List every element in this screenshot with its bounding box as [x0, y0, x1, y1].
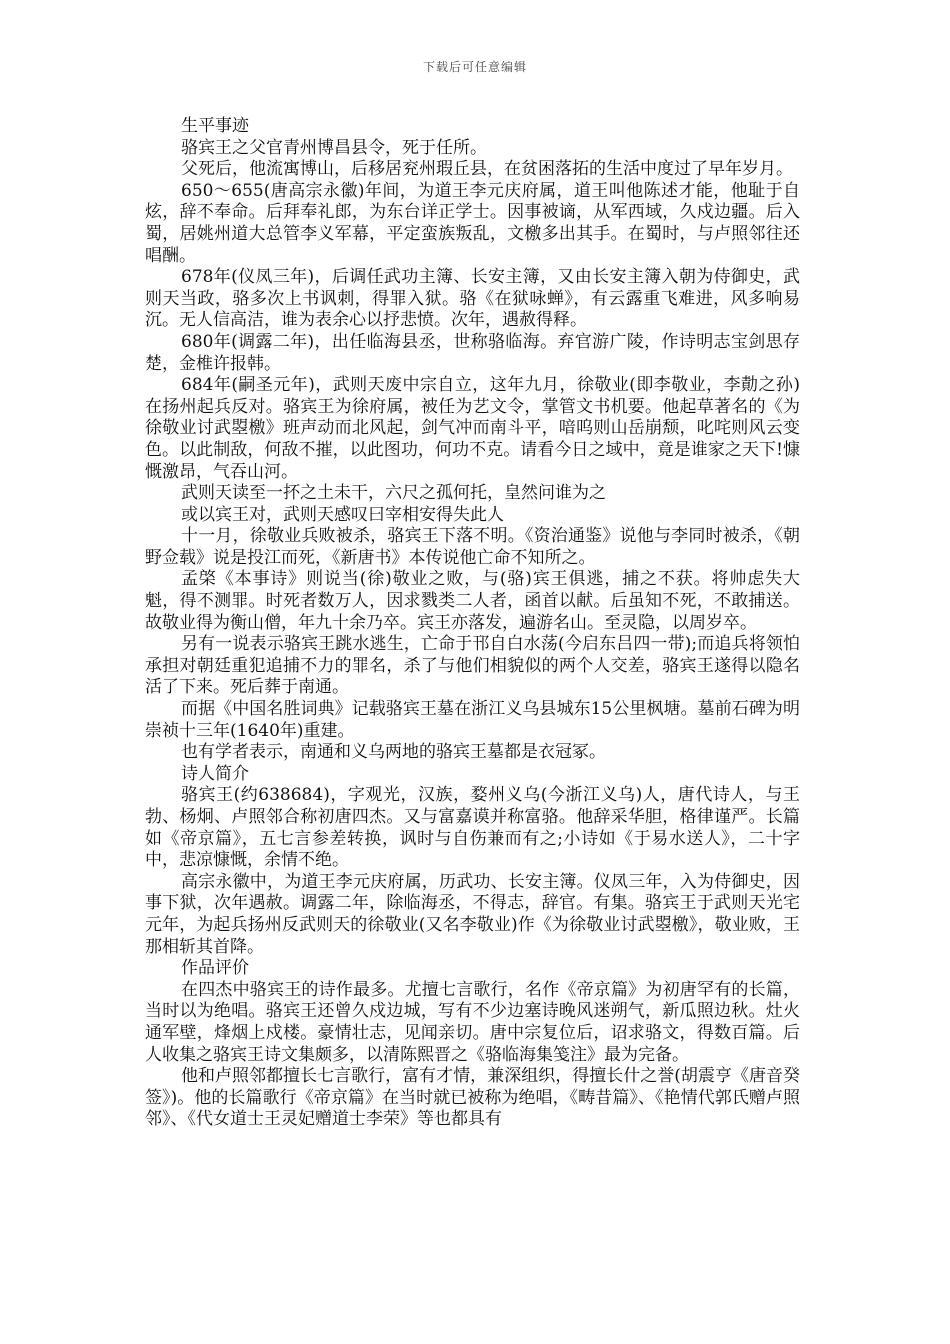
paragraph: 另有一说表示骆宾王跳水逃生，亡命于邗自白水荡(今启东吕四一带);而追兵将领怕承担对朝廷重犯追捕不力的罪名，杀了与他们相貌似的两个人交差，骆宾王遂得以隐名活了下来。死后葬于南通。: [145, 634, 800, 698]
paragraph: 684年(嗣圣元年)，武则天废中宗自立，这年九月，徐敬业(即李敬业，李勣之孙)在扬州起兵反对。骆宾王为徐府属，被任为艺文令，掌管文书机要。他起草著名的《为徐敬业讨武曌檄》班声动而北风起，剑气冲而南斗平，喑呜则山岳崩颓，叱咤则风云变色。以此制敌，何敌不摧，以此图功，何功不克。请看今日之域中，竟是谁家之天下!慷慨激昂，气吞山河。: [145, 375, 800, 482]
paragraph: 骆宾王(约638684)，字观光，汉族，婺州义乌(今浙江义乌)人，唐代诗人，与王勃、杨炯、卢照邻合称初唐四杰。又与富嘉谟并称富骆。他辞采华胆，格律谨严。长篇如《帝京篇》，五七言参差转换，讽时与自伤兼而有之;小诗如《于易水送人》，二十字中，悲凉慷慨，余情不绝。: [145, 785, 800, 871]
section-heading: 作品评价: [181, 958, 249, 979]
paragraph: 650～655(唐高宗永徽)年间，为道王李元庆府属，道王叫他陈述才能，他耻于自炫，辞不奉命。后拜奉礼郎，为东台详正学士。因事被谪，从军西域，久戍边疆。后入蜀，居姚州道大总管李义军幕，平定蛮族叛乱，文檄多出其手。在蜀时，与卢照邻往还唱酬。: [145, 180, 800, 266]
section-heading: 生平事迹: [181, 116, 249, 136]
paragraph: 武则天读至一抔之土未干，六尺之孤何托，皇然问谁为之: [181, 483, 606, 504]
paragraph: 孟棨《本事诗》则说当(徐)敬业之败，与(骆)宾王俱逃，捕之不获。将帅虑失大魁，得不测罪。时死者数万人，因求戮类二人者，函首以献。后虽知不死，不敢捕送。故敬业得为衡山僧，年九十余乃卒。宾王亦落发，遍游名山。至灵隐，以周岁卒。: [145, 569, 800, 633]
paragraph: 十一月，徐敬业兵败被杀，骆宾王下落不明。《资治通鉴》说他与李同时被杀，《朝野佥载》说是投江而死，《新唐书》本传说他亡命不知所之。: [145, 526, 800, 568]
paragraph: 他和卢照邻都擅长七言歌行，富有才情，兼深组织，得擅长什之誉(胡震亨《唐音癸签》)。他的长篇歌行《帝京篇》在当时就已被称为绝唱，《畴昔篇》、《艳情代郭氏赠卢照邻》、《代女道士王灵妃赠道士李荣》等也都具有: [145, 1066, 800, 1130]
paragraph: 也有学者表示，南通和义乌两地的骆宾王墓都是衣冠冢。: [181, 742, 606, 763]
paragraph: 在四杰中骆宾王的诗作最多。尤擅七言歌行，名作《帝京篇》为初唐罕有的长篇，当时以为绝唱。骆宾王还曾久戍边城，写有不少边塞诗晚风迷朔气，新瓜照边秋。灶火通军壁，烽烟上戍楼。豪情壮志，见闻亲切。唐中宗复位后，诏求骆文，得数百篇。后人收集之骆宾王诗文集颇多，以清陈熙晋之《骆临海集笺注》最为完备。: [145, 979, 800, 1065]
paragraph: 或以宾王对，武则天感叹曰宰相安得失此人: [181, 504, 504, 525]
section-heading: 诗人简介: [181, 763, 249, 784]
page-header: 下载后可任意编辑: [422, 60, 527, 74]
paragraph: 678年(仪凤三年)，后调任武功主簿、长安主簿，又由长安主簿入朝为侍御史，武则天当政，骆多次上书讽刺，得罪入狱。骆《在狱咏蝉》，有云露重飞难进，风多响易沉。无人信高洁，谁为表余心以抒悲愤。次年，遇赦得释。: [145, 267, 800, 331]
paragraph: 骆宾王之父官青州博昌县令，死于任所。: [181, 137, 487, 158]
document-body: [145, 116, 800, 1131]
paragraph: 父死后，他流寓博山，后移居兖州瑕丘县，在贫困落拓的生活中度过了早年岁月。: [181, 159, 793, 180]
paragraph: 680年(调露二年)，出任临海县丞，世称骆临海。弃官游广陵，作诗明志宝剑思存楚，金椎许报韩。: [145, 331, 800, 374]
paragraph: 而据《中国名胜词典》记载骆宾王墓在浙江义乌县城东15公里枫塘。墓前石碑为明崇祯十三年(1640年)重建。: [145, 699, 800, 741]
paragraph: 高宗永徽中，为道王李元庆府属，历武功、长安主簿。仪凤三年，入为侍御史，因事下狱，次年遇赦。调露二年，除临海丞，不得志，辞官。有集。骆宾王于武则天光宅元年，为起兵扬州反武则天的徐敬业(又名李敬业)作《为徐敬业讨武曌檄》，敬业败，王那相斩其首降。: [145, 871, 800, 957]
